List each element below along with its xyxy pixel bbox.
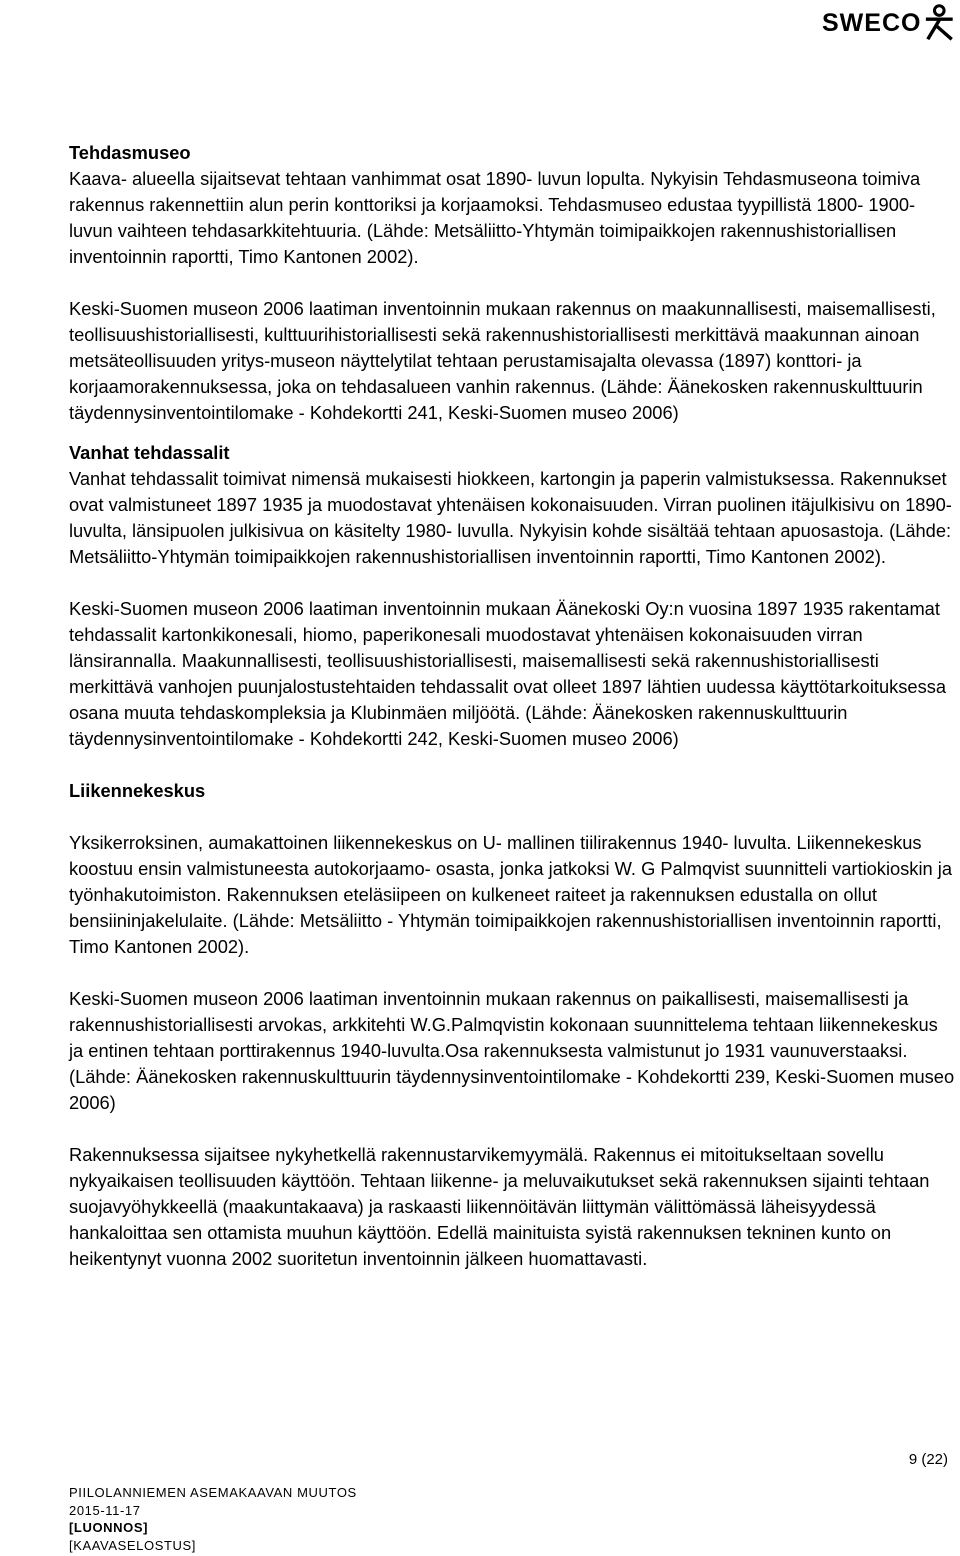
page-number: 9 (22) [908, 1451, 948, 1468]
footer-title: PIILOLANNIEMEN ASEMAKAAVAN MUUTOS [69, 1485, 357, 1500]
paragraph: Kaava- alueella sijaitsevat tehtaan vanhimmat osat 1890- luvun lopulta. Nykyisin Tehdasmuseona toimiva rakennus rakennettiin alun perin konttoriksi ja korjaamoksi. Tehdasmuseo edustaa tyypillistä 1800- 1900- luvun vaihteen tehdasarkkitehtuuria. (Lähde: Metsäliitto-Yhtymän toimipaikkojen rakennushistoriallisen inventoinnin raportti, Timo Kantonen 2002). [69, 168, 921, 267]
paragraph: Rakennuksessa sijaitsee nykyhetkellä rakennustarvikemyymälä. Rakennus ei mitoitukseltaan sovellu nykyaikaisen teollisuuden käyttöön. Tehtaan liikenne- ja meluvaikutukset sekä rakennuksen sijainti tehtaan suojavyöhykkeellä (maakuntakaava) ja raskaasti liikennöitävän liittymän välittömässä läheisyydessä hankaloittaa sen ottamista muuhun käyttöön. Edellä mainituista syistä rakennuksen tekninen kunto on heikentynyt vuonna 2002 suoritetun inventoinnin jälkeen huomattavasti. [69, 1144, 930, 1269]
section-heading-vanhat-tehdassalit: Vanhat tehdassalit [69, 442, 230, 463]
company-logo [822, 2, 956, 44]
paragraph: Yksikerroksinen, aumakattoinen liikennekeskus on U- mallinen tiilirakennus 1940- luvulta. Liikennekeskus koostuu ensin valmistuneesta autokorjaamo- osasta, jonka jatkoksi W. G Palmqvist suunnitteli vartiokioskin ja työnhakutoimiston. Rakennuksen eteläsiipeen on kulkeneet raiteet ja rakennuksen edustalla on ollut bensiininjakelulaite. (Lähde: Metsäliitto - Yhtymän toimipaikkojen rakennushistoriallisen inventoinnin raportti, Timo Kantonen 2002). [69, 832, 952, 957]
section-heading-tehdasmuseo: Tehdasmuseo [69, 142, 191, 163]
footer-date: 2015-11-17 [69, 1502, 141, 1518]
document-body [69, 140, 955, 1272]
logo-text: SWECO [822, 9, 922, 37]
paragraph: Vanhat tehdassalit toimivat nimensä mukaisesti hiokkeen, kartongin ja paperin valmistuksessa. Rakennukset ovat valmistuneet 1897 1935 ja muodostavat yhtenäisen kokonaisuuden. Virran puolinen itäjulkisivu on 1890- luvulta, länsipuolen julkisivua on käsitelty 1980- luvulla. Nykyisin kohde sisältää tehtaan apuosastoja. (Lähde: Metsäliitto-Yhtymän toimipaikkojen rakennushistoriallisen inventoinnin raportti, Timo Kantonen 2002). [69, 468, 952, 567]
section-heading-liikennekeskus: Liikennekeskus [69, 780, 206, 801]
paragraph: Keski-Suomen museon 2006 laatiman inventoinnin mukaan Äänekoski Oy:n vuosina 1897 1935 rakentamat tehdassalit kartonkikonesali, hiomo, paperikonesali muodostavat yhtenäisen kokonaisuuden virran länsirannalla. Maakunnallisesti, teollisuushistoriallisesti, maisemallisesti sekä rakennushistoriallisesti merkittävä vanhojen puunjalostustehtaiden tehdassalit ovat olleet 1897 lähtien uudessa käyttötarkoituksessa osana muuta tehdaskompleksia ja Klubinmäen miljöötä. (Lähde: Äänekosken rakennuskulttuurin täydennysinventointilomake - Kohdekortti 242, Keski-Suomen museo 2006) [69, 598, 947, 749]
footer-status: [LUONNOS] [69, 1520, 149, 1535]
paragraph: Keski-Suomen museon 2006 laatiman inventoinnin mukaan rakennus on maakunnallisesti, maisemallisesti, teollisuushistoriallisesti, kulttuurihistoriallisesti sekä rakennushistoriallisesti merkittävä maakunnan ainoan metsäteollisuuden yritys-museon näyttelytilat tehtaan perustamisajalta olevassa (1897) konttori- ja korjaamorakennuksessa, joka on tehdasalueen vanhin rakennus. (Lähde: Äänekosken rakennuskulttuurin täydennysinventointilomake - Kohdekortti 241, Keski-Suomen museo 2006) [69, 298, 936, 423]
sweco-figure-icon [923, 3, 956, 43]
footer [69, 1484, 469, 1554]
footer-type: [KAAVASELOSTUS] [69, 1537, 197, 1553]
paragraph: Keski-Suomen museon 2006 laatiman inventoinnin mukaan rakennus on paikallisesti, maisemallisesti ja rakennushistoriallisesti arvokas, arkkitehti W.G.Palmqvistin kokonaan suunnittelema tehtaan liikennekeskus ja entinen tehtaan porttirakennus 1940-luvulta.Osa rakennuksesta valmistunut jo 1931 vaunuverstaaksi. (Lähde: Äänekosken rakennuskulttuurin täydennysinventointilomake - Kohdekortti 239, Keski-Suomen museo 2006) [69, 988, 955, 1113]
